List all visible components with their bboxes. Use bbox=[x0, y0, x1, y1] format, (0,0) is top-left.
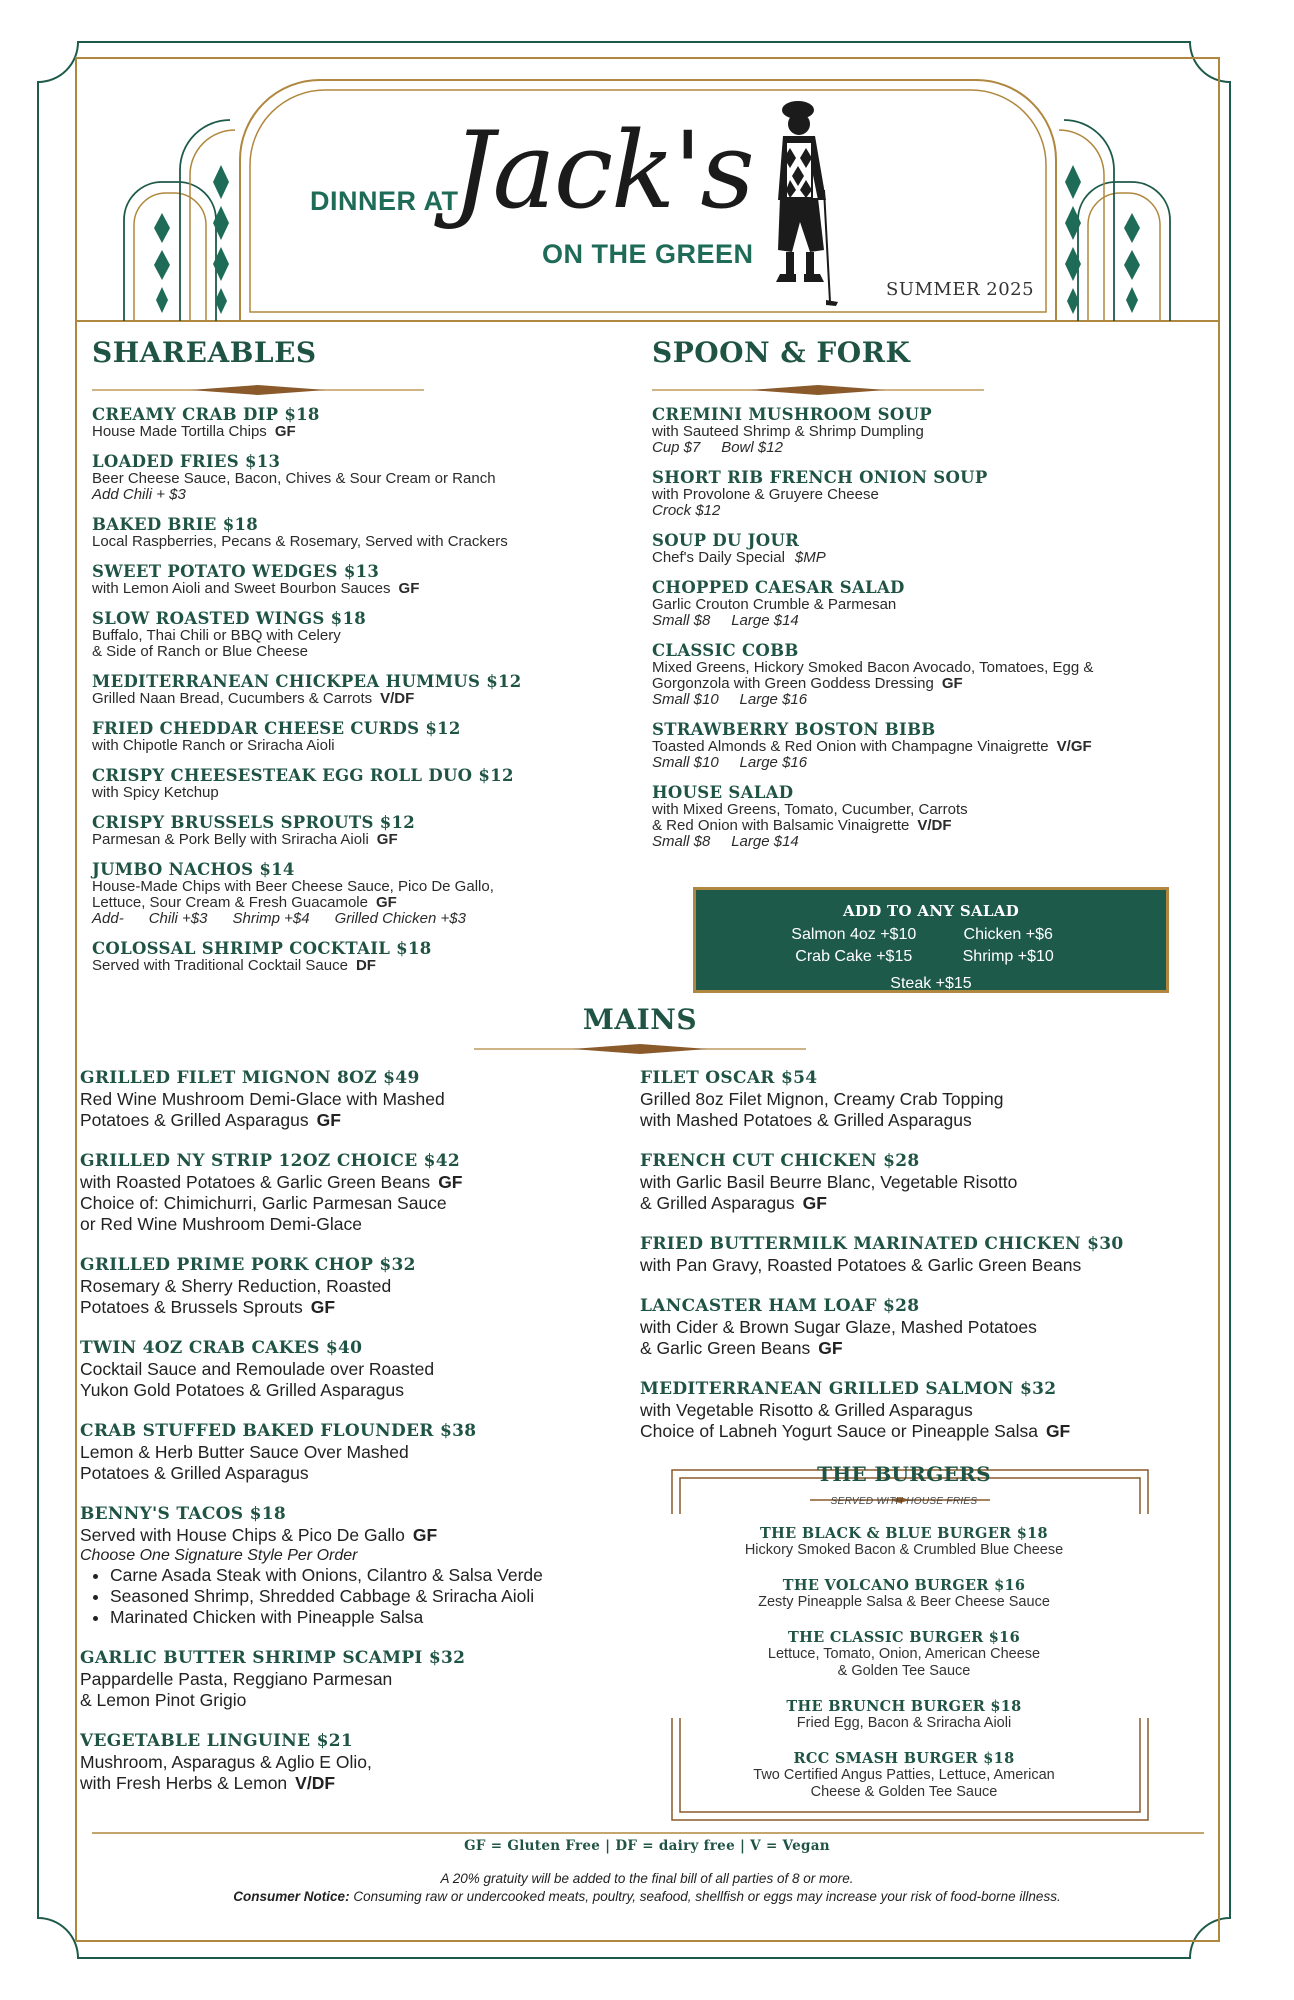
season-label: SUMMER 2025 bbox=[886, 279, 1035, 300]
item-desc-text: Buffalo, Thai Chili or BBQ with Celery bbox=[92, 627, 341, 644]
item-name: JUMBO NACHOS $14 bbox=[92, 860, 295, 879]
mains-title: MAINS bbox=[582, 1003, 698, 1036]
main-item-line-text: & Grilled Asparagus bbox=[640, 1193, 795, 1213]
menu-item bbox=[652, 641, 1212, 708]
item-desc bbox=[92, 738, 612, 754]
header-suffix: ON THE GREEN bbox=[542, 239, 754, 269]
item-desc-text-2: Gorgonzola with Green Goddess Dressing bbox=[652, 675, 934, 692]
main-item-line bbox=[640, 1110, 1220, 1131]
main-item-line bbox=[640, 1255, 1220, 1276]
add-to-salad-title: ADD TO ANY SALAD bbox=[842, 902, 1020, 920]
item-desc-2 bbox=[652, 676, 1212, 692]
burger-desc: Two Certified Angus Patties, Lettuce, American bbox=[753, 1767, 1055, 1783]
diet-tag: GF bbox=[412, 1525, 438, 1545]
notice-label: Consumer Notice: bbox=[233, 1889, 350, 1904]
item-name: HOUSE SALAD bbox=[652, 783, 794, 802]
item-desc-text: Grilled Naan Bread, Cucumbers & Carrots bbox=[92, 690, 373, 707]
item-desc-text: with Chipotle Ranch or Sriracha Aioli bbox=[92, 737, 335, 754]
item-desc bbox=[92, 785, 612, 801]
item-name: CRISPY BRUSSELS SPROUTS $12 bbox=[92, 813, 416, 832]
item-extra: Small $10 Large $16 bbox=[652, 691, 808, 708]
diet-tag: GF bbox=[438, 1172, 463, 1192]
main-item-name: GRILLED NY STRIP 12OZ CHOICE $42 bbox=[80, 1151, 461, 1171]
item-desc bbox=[92, 691, 612, 707]
item-name: BAKED BRIE $18 bbox=[92, 515, 259, 534]
main-item-name: FRIED BUTTERMILK MARINATED CHICKEN $30 bbox=[640, 1234, 1124, 1254]
main-item-line bbox=[640, 1089, 1220, 1110]
main-item-line bbox=[80, 1089, 640, 1110]
main-item-line bbox=[80, 1773, 640, 1794]
main-item-line-text: with Cider & Brown Sugar Glaze, Mashed Potatoes bbox=[640, 1317, 1037, 1337]
menu-item bbox=[92, 860, 612, 927]
burger-desc: Lettuce, Tomato, Onion, American Cheese bbox=[767, 1646, 1041, 1662]
main-item-line-text: with Roasted Potatoes & Garlic Green Beans bbox=[80, 1172, 431, 1192]
main-item-line bbox=[640, 1317, 1220, 1338]
menu-item bbox=[92, 405, 612, 440]
diet-tag: GF bbox=[376, 831, 398, 848]
main-item-line bbox=[640, 1172, 1220, 1193]
item-desc bbox=[652, 597, 1212, 613]
spoon-fork-divider bbox=[652, 385, 984, 395]
item-extra: Add- Chili +$3 Shrimp +$4 Grilled Chicken +$3 bbox=[92, 910, 466, 927]
menu-item bbox=[652, 531, 1212, 566]
main-item-option: • Seasoned Shrimp, Shredded Cabbage & Sriracha Aioli bbox=[110, 1586, 640, 1607]
main-item-line: or Red Wine Mushroom Demi-Glace bbox=[80, 1214, 363, 1234]
item-desc bbox=[92, 471, 612, 487]
item-extra: Small $8 Large $14 bbox=[652, 612, 799, 629]
shareables-title: SHAREABLES bbox=[92, 336, 317, 369]
main-item bbox=[80, 1151, 640, 1235]
diet-tag: DF bbox=[355, 957, 376, 974]
diet-tag: GF bbox=[802, 1193, 827, 1213]
item-desc bbox=[652, 487, 1212, 503]
item-extra: Add Chili + $3 bbox=[92, 486, 186, 503]
burger-item bbox=[672, 1698, 1136, 1732]
golfer-silhouette bbox=[776, 101, 838, 306]
main-item bbox=[80, 1648, 640, 1711]
diet-tag: GF bbox=[818, 1338, 843, 1358]
item-desc-text: with Spicy Ketchup bbox=[92, 784, 219, 801]
main-item-line bbox=[80, 1463, 640, 1484]
item-desc-text: Beer Cheese Sauce, Bacon, Chives & Sour Cream or Ranch bbox=[92, 470, 496, 487]
burger-name: THE VOLCANO BURGER $16 bbox=[782, 1577, 1026, 1594]
burger-desc: Cheese & Golden Tee Sauce bbox=[810, 1784, 998, 1800]
menu-item bbox=[92, 562, 612, 597]
main-item-line-text: Cocktail Sauce and Remoulade over Roasted bbox=[80, 1359, 435, 1379]
diet-tag: V/GF bbox=[1056, 738, 1092, 755]
burgers-section bbox=[672, 1462, 1136, 1801]
main-item bbox=[80, 1731, 640, 1794]
burger-desc: Fried Egg, Bacon & Sriracha Aioli bbox=[796, 1715, 1012, 1731]
spoon-fork-list bbox=[652, 405, 1212, 862]
main-item-line-text: Grilled 8oz Filet Mignon, Creamy Crab Topping bbox=[640, 1089, 1004, 1109]
menu-item bbox=[92, 672, 612, 707]
add-crab-cake: Crab Cake +$15 bbox=[795, 948, 913, 965]
item-extra: Small $8 Large $14 bbox=[652, 833, 799, 850]
main-item bbox=[640, 1151, 1220, 1214]
item-desc-text: with Provolone & Gruyere Cheese bbox=[652, 486, 879, 503]
dietary-legend: GF = Gluten Free | DF = dairy free | V = Vegan bbox=[464, 1838, 830, 1854]
menu-item bbox=[652, 405, 1212, 456]
main-item bbox=[80, 1504, 640, 1628]
main-item-options bbox=[80, 1565, 640, 1628]
main-item-line: Choice of: Chimichurri, Garlic Parmesan Sauce bbox=[80, 1193, 447, 1213]
main-item bbox=[640, 1234, 1220, 1276]
menu-item bbox=[92, 766, 612, 801]
main-item-name: GRILLED PRIME PORK CHOP $32 bbox=[80, 1255, 416, 1275]
item-desc-text: Local Raspberries, Pecans & Rosemary, Served with Crackers bbox=[92, 533, 508, 550]
item-desc-text: Mixed Greens, Hickory Smoked Bacon Avocado, Tomatoes, Egg & bbox=[652, 659, 1094, 676]
mains-right-list bbox=[640, 1068, 1220, 1462]
item-name: FRIED CHEDDAR CHEESE CURDS $12 bbox=[92, 719, 461, 738]
add-steak: Steak +$15 bbox=[890, 975, 972, 992]
menu-item bbox=[92, 515, 612, 550]
spoon-fork-title: SPOON & FORK bbox=[652, 336, 911, 369]
main-item-line-text: Potatoes & Grilled Asparagus bbox=[80, 1110, 309, 1130]
main-item-name: FILET OSCAR $54 bbox=[640, 1068, 818, 1088]
burger-item bbox=[672, 1577, 1136, 1611]
diet-tag: GF bbox=[1045, 1421, 1071, 1441]
item-desc-text: Served with Traditional Cocktail Sauce bbox=[92, 957, 348, 974]
main-item-name: FRENCH CUT CHICKEN $28 bbox=[640, 1151, 920, 1171]
item-name: LOADED FRIES $13 bbox=[92, 452, 281, 471]
item-extra: Cup $7 Bowl $12 bbox=[652, 439, 783, 456]
main-item-name: CRAB STUFFED BAKED FLOUNDER $38 bbox=[80, 1421, 477, 1441]
main-item-line bbox=[80, 1442, 640, 1463]
item-desc bbox=[92, 581, 612, 597]
main-item bbox=[80, 1255, 640, 1318]
main-item-line-text: Mushroom, Asparagus & Aglio E Olio, bbox=[80, 1752, 372, 1772]
diet-tag: GF bbox=[316, 1110, 341, 1130]
main-item-line-text: with Vegetable Risotto & Grilled Asparagus bbox=[640, 1400, 973, 1420]
main-item-line-text: with Garlic Basil Beurre Blanc, Vegetable Risotto bbox=[640, 1172, 1018, 1192]
item-price-italic: $MP bbox=[794, 549, 826, 566]
main-item-name: GRILLED FILET MIGNON 8OZ $49 bbox=[80, 1068, 420, 1088]
main-item bbox=[80, 1338, 640, 1401]
item-desc-text: with Lemon Aioli and Sweet Bourbon Sauces bbox=[92, 580, 391, 597]
main-item-option: • Carne Asada Steak with Onions, Cilantro & Salsa Verde bbox=[110, 1565, 640, 1586]
add-chicken: Chicken +$6 bbox=[963, 926, 1053, 943]
main-item-line bbox=[640, 1421, 1220, 1442]
item-desc bbox=[92, 534, 612, 550]
item-desc bbox=[652, 424, 1212, 440]
main-item-line-text: Potatoes & Grilled Asparagus bbox=[80, 1463, 309, 1483]
main-item-line bbox=[80, 1297, 640, 1318]
burger-item bbox=[672, 1750, 1136, 1801]
item-desc-text: House Made Tortilla Chips bbox=[92, 423, 267, 440]
item-desc bbox=[652, 739, 1212, 755]
main-item-line bbox=[80, 1669, 640, 1690]
main-item-name: BENNY'S TACOS $18 bbox=[80, 1504, 286, 1524]
main-item bbox=[80, 1068, 640, 1131]
item-desc bbox=[92, 628, 612, 644]
main-item-line bbox=[80, 1359, 640, 1380]
main-item-name: LANCASTER HAM LOAF $28 bbox=[640, 1296, 920, 1316]
shareables-list bbox=[92, 405, 612, 986]
item-desc-text: Toasted Almonds & Red Onion with Champagne Vinaigrette bbox=[652, 738, 1049, 755]
item-desc bbox=[92, 958, 612, 974]
main-item-line bbox=[80, 1380, 640, 1401]
main-item-line-text: Red Wine Mushroom Demi-Glace with Mashed bbox=[80, 1089, 445, 1109]
item-desc-2 bbox=[92, 644, 612, 660]
main-item-line-text: Pappardelle Pasta, Reggiano Parmesan bbox=[80, 1669, 393, 1689]
item-desc-text: House-Made Chips with Beer Cheese Sauce, Pico De Gallo, bbox=[92, 878, 494, 895]
main-item-line-text: Yukon Gold Potatoes & Grilled Asparagus bbox=[80, 1380, 404, 1400]
item-name: STRAWBERRY BOSTON BIBB bbox=[652, 720, 936, 739]
main-item-line bbox=[640, 1193, 1220, 1214]
item-desc bbox=[652, 550, 1212, 566]
main-item-line-text: Lemon & Herb Butter Sauce Over Mashed bbox=[80, 1442, 409, 1462]
item-name: CHOPPED CAESAR SALAD bbox=[652, 578, 905, 597]
burger-name: THE BLACK & BLUE BURGER $18 bbox=[760, 1525, 1048, 1542]
main-item bbox=[640, 1068, 1220, 1131]
mains-divider bbox=[474, 1044, 806, 1054]
main-item-line-text: Rosemary & Sherry Reduction, Roasted bbox=[80, 1276, 392, 1296]
burger-desc: & Golden Tee Sauce bbox=[837, 1663, 971, 1679]
main-item bbox=[640, 1296, 1220, 1359]
item-desc-2 bbox=[652, 818, 1212, 834]
menu-item bbox=[92, 609, 612, 660]
main-item-line bbox=[80, 1110, 640, 1131]
item-desc bbox=[92, 424, 612, 440]
item-name: CREAMY CRAB DIP $18 bbox=[92, 405, 320, 424]
add-salmon: Salmon 4oz +$10 bbox=[791, 926, 917, 943]
main-item-line-text: with Pan Gravy, Roasted Potatoes & Garlic Green Beans bbox=[640, 1255, 1082, 1275]
item-name: SHORT RIB FRENCH ONION SOUP bbox=[652, 468, 988, 487]
burger-desc: Hickory Smoked Bacon & Crumbled Blue Cheese bbox=[744, 1542, 1064, 1558]
diet-tag: V/DF bbox=[295, 1773, 336, 1793]
main-item-line bbox=[80, 1690, 640, 1711]
main-item-name: GARLIC BUTTER SHRIMP SCAMPI $32 bbox=[80, 1648, 466, 1668]
main-item-note: Choose One Signature Style Per Order bbox=[80, 1547, 358, 1564]
main-item-option: • Marinated Chicken with Pineapple Salsa bbox=[110, 1607, 640, 1628]
menu-item bbox=[652, 720, 1212, 771]
main-item bbox=[640, 1379, 1220, 1442]
item-desc-text: Garlic Crouton Crumble & Parmesan bbox=[652, 596, 897, 613]
burgers-list bbox=[672, 1525, 1136, 1801]
menu-item bbox=[92, 719, 612, 754]
main-item-line-text: Served with House Chips & Pico De Gallo bbox=[80, 1525, 405, 1545]
burgers-title: THE BURGERS bbox=[817, 1462, 991, 1486]
notice-text: Consuming raw or undercooked meats, poultry, seafood, shellfish or eggs may increase your risk of food-borne illness. bbox=[353, 1889, 1061, 1904]
burger-item bbox=[672, 1629, 1136, 1680]
diet-tag: GF bbox=[398, 580, 420, 597]
main-item-line-text: Potatoes & Brussels Sprouts bbox=[80, 1297, 303, 1317]
item-desc bbox=[652, 660, 1212, 676]
item-name: CRISPY CHEESESTEAK EGG ROLL DUO $12 bbox=[92, 766, 514, 785]
item-name: MEDITERRANEAN CHICKPEA HUMMUS $12 bbox=[92, 672, 522, 691]
menu-item bbox=[92, 939, 612, 974]
item-desc-text-2: & Side of Ranch or Blue Cheese bbox=[92, 643, 308, 660]
item-desc bbox=[92, 879, 612, 895]
consumer-notice bbox=[0, 1889, 1294, 1904]
item-desc-text-2: & Red Onion with Balsamic Vinaigrette bbox=[652, 817, 910, 834]
item-name: COLOSSAL SHRIMP COCKTAIL $18 bbox=[92, 939, 432, 958]
add-shrimp: Shrimp +$10 bbox=[962, 948, 1054, 965]
diet-tag: GF bbox=[310, 1297, 336, 1317]
diet-tag: V/DF bbox=[380, 690, 415, 707]
item-name: CREMINI MUSHROOM SOUP bbox=[652, 405, 932, 424]
diet-tag: GF bbox=[274, 423, 296, 440]
main-item-name: MEDITERRANEAN GRILLED SALMON $32 bbox=[640, 1379, 1057, 1399]
header-name: Jack's bbox=[452, 109, 753, 232]
item-extra: Small $10 Large $16 bbox=[652, 754, 808, 771]
burger-desc: Zesty Pineapple Salsa & Beer Cheese Sauce bbox=[758, 1594, 1050, 1610]
burger-name: THE BRUNCH BURGER $18 bbox=[786, 1698, 1022, 1715]
diet-tag: GF bbox=[375, 894, 397, 911]
burger-name: THE CLASSIC BURGER $16 bbox=[788, 1629, 1020, 1646]
burger-name: RCC SMASH BURGER $18 bbox=[793, 1750, 1015, 1767]
shareables-divider bbox=[92, 385, 424, 395]
burgers-subtitle: SERVED WITH HOUSE FRIES bbox=[830, 1496, 978, 1507]
menu-item bbox=[652, 468, 1212, 519]
item-desc-text: Chef's Daily Special bbox=[652, 549, 785, 566]
burger-item bbox=[672, 1525, 1136, 1559]
main-item-line bbox=[80, 1276, 640, 1297]
diet-tag: V/DF bbox=[917, 817, 952, 834]
main-item-name: VEGETABLE LINGUINE $21 bbox=[80, 1731, 353, 1751]
main-item-line bbox=[80, 1525, 640, 1546]
item-extra: Crock $12 bbox=[652, 502, 721, 519]
item-desc-text-2: Lettuce, Sour Cream & Fresh Guacamole bbox=[92, 894, 368, 911]
menu-item bbox=[92, 813, 612, 848]
gratuity-note: A 20% gratuity will be added to the final bill of all parties of 8 or more. bbox=[440, 1871, 854, 1886]
main-item-name: TWIN 4OZ CRAB CAKES $40 bbox=[80, 1338, 363, 1358]
menu-item bbox=[652, 783, 1212, 850]
main-item bbox=[80, 1421, 640, 1484]
main-item-line bbox=[80, 1172, 640, 1193]
item-desc bbox=[652, 802, 1212, 818]
add-to-salad-box bbox=[693, 887, 1169, 993]
item-name: SLOW ROASTED WINGS $18 bbox=[92, 609, 366, 628]
main-item-line-text: Choice of Labneh Yogurt Sauce or Pineapple Salsa bbox=[640, 1421, 1038, 1441]
menu-item bbox=[92, 452, 612, 503]
main-item-line-text: & Lemon Pinot Grigio bbox=[80, 1690, 247, 1710]
diet-tag: GF bbox=[941, 675, 963, 692]
main-item-line-text: with Mashed Potatoes & Grilled Asparagus bbox=[640, 1110, 972, 1130]
header-prefix: DINNER AT bbox=[310, 186, 459, 216]
item-name: SWEET POTATO WEDGES $13 bbox=[92, 562, 380, 581]
main-item-line bbox=[640, 1400, 1220, 1421]
item-desc-2 bbox=[92, 895, 612, 911]
item-desc-text: Parmesan & Pork Belly with Sriracha Aioli bbox=[92, 831, 369, 848]
menu-item bbox=[652, 578, 1212, 629]
main-item-line bbox=[640, 1338, 1220, 1359]
item-desc-text: with Mixed Greens, Tomato, Cucumber, Carrots bbox=[652, 801, 968, 818]
item-name: SOUP DU JOUR bbox=[652, 531, 800, 550]
main-item-line bbox=[80, 1752, 640, 1773]
item-desc-text: with Sauteed Shrimp & Shrimp Dumpling bbox=[652, 423, 924, 440]
main-item-line-text: & Garlic Green Beans bbox=[640, 1338, 811, 1358]
item-desc bbox=[92, 832, 612, 848]
main-item-line-text: with Fresh Herbs & Lemon bbox=[80, 1773, 288, 1793]
item-name: CLASSIC COBB bbox=[652, 641, 799, 660]
mains-left-list bbox=[80, 1068, 640, 1814]
